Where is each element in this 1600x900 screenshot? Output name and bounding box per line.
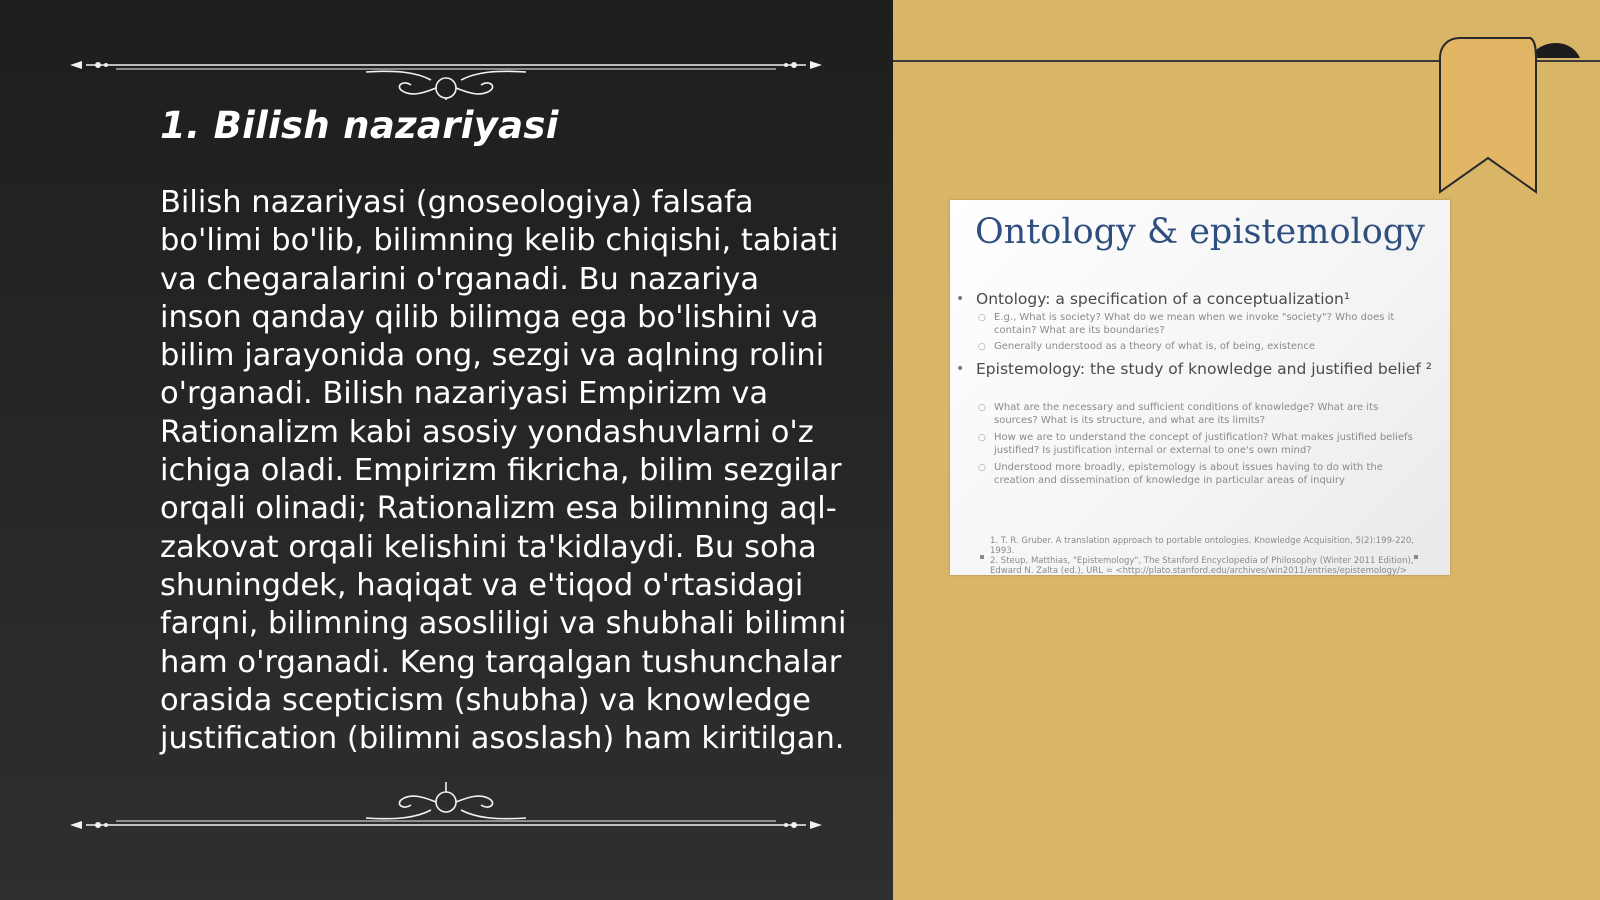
reference-item: 1. T. R. Gruber. A translation approach to portable ontologies. Knowledge Acquisition, 5(2):199-220, 1993. [990, 536, 1414, 556]
reference-item: 2. Steup, Matthias, "Epistemology", The Stanford Encyclopedia of Philosophy (Winter 2011 Edition), Edward N. Zalta (ed.), URL = <http://plato.stanford.edu/archives/win2011/entries/epistemology/> [990, 556, 1414, 575]
bottom-ornament-divider [66, 770, 826, 830]
bookmark-ribbon-icon [1430, 36, 1600, 200]
bullet-text: Epistemology: the study of knowledge and justified belief ² [976, 360, 1432, 378]
slide-title: 1. Bilish nazariyasi [160, 104, 559, 147]
sub-bullet-icon: ○ [978, 403, 986, 413]
sub-bullet-icon: ○ [978, 433, 986, 443]
thumbnail-references [990, 536, 1420, 575]
subbullet-text: How we are to understand the concept of justification? What makes justified beliefs justified? Is justification internal or external to one's own mind? [994, 432, 1413, 456]
thumbnail-title: Ontology & epistemology [975, 212, 1425, 252]
top-ornament-divider [66, 40, 826, 100]
thumbnail-subbullet [978, 341, 1424, 354]
subbullet-text: E.g., What is society? What do we mean when we invoke "society"? Who does it contain? What are its boundaries? [994, 312, 1395, 336]
thumbnail-subbullet [978, 462, 1424, 487]
sub-bullet-icon: ○ [978, 463, 986, 473]
thumbnail-bullet-epistemology [956, 360, 1436, 379]
bullet-text: Ontology: a specification of a conceptualization¹ [976, 290, 1351, 308]
thumbnail-bullet-ontology [956, 290, 1436, 309]
footer-dot [980, 555, 984, 559]
thumbnail-subbullet [978, 312, 1424, 337]
bullet-dot-icon: • [956, 361, 965, 377]
thumbnail-subbullet [978, 402, 1424, 427]
subbullet-text: What are the necessary and sufficient conditions of knowledge? What are its sources? What is its structure, and what are its limits? [994, 402, 1379, 426]
slide-body-text: Bilish nazariyasi (gnoseologiya) falsafa bo'limi bo'lib, bilimning kelib chiqishi, tabiati va chegaralarini o'rganadi. Bu nazariya inson qanday qilib bilimga ega bo'lishini va bilim jarayonida ong, sezgi va aqlning rolini o'rganadi. Bilish nazariyasi Empirizm va Rationalizm kabi asosiy yondashuvlarni o'z ichiga oladi. Empirizm fikricha, bilim sezgilar orqali olinadi; Rationalizm esa bilimning aql-zakovat orqali kelishini ta'kidlaydi. Bu soha shuningdek, haqiqat va e'tiqod o'rtasidagi farqni, bilimning asosliligi va shubhali bilimni ham o'rganadi. Keng tarqalgan tushunchalar orasida scepticism (shubha) va knowledge justification (bilimni asoslash) ham kiritilgan. [160, 185, 847, 757]
sub-bullet-icon: ○ [978, 342, 986, 352]
thumbnail-subbullet [978, 432, 1424, 457]
subbullet-text: Understood more broadly, epistemology is about issues having to do with the creation and dissemination of knowledge in particular areas of inquiry [994, 462, 1383, 486]
subbullet-text: Generally understood as a theory of what is, of being, existence [994, 341, 1316, 352]
bullet-dot-icon: • [956, 291, 965, 307]
footer-dot [1414, 555, 1418, 559]
sub-bullet-icon: ○ [978, 313, 986, 323]
slide-thumbnail-image [950, 200, 1450, 575]
